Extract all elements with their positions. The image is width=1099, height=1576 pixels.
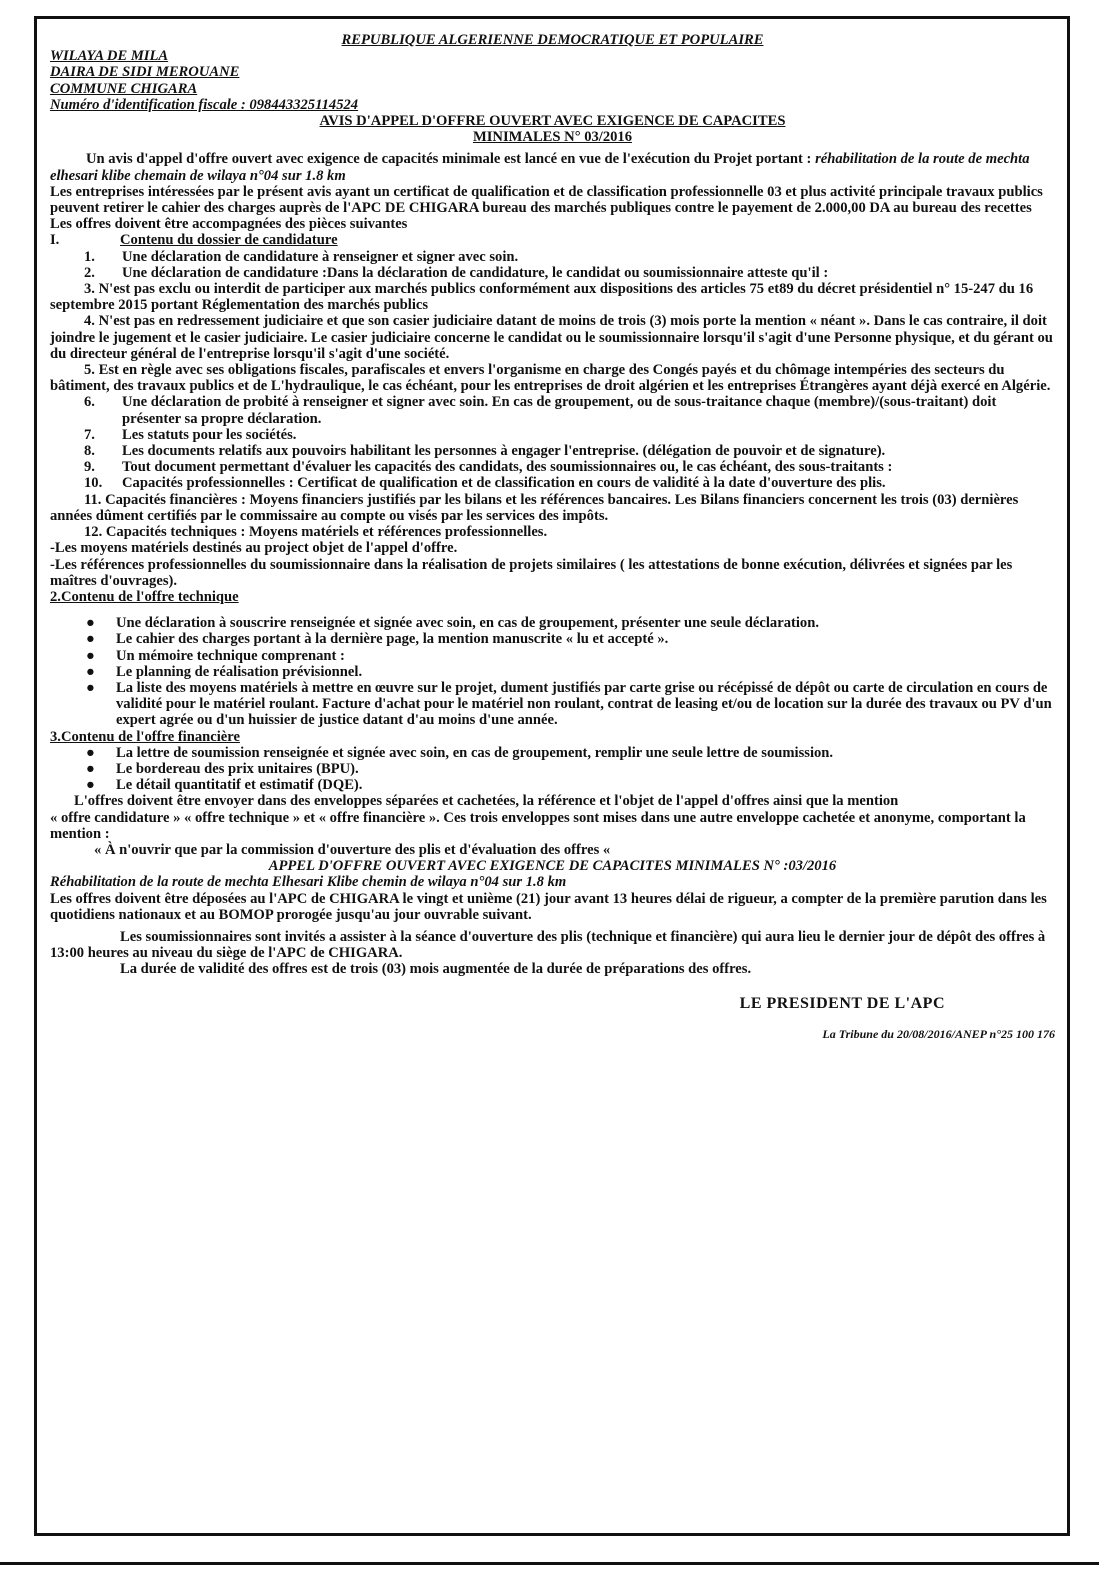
bullet-icon: ● [86, 744, 95, 761]
bullet-text: Le détail quantitatif et estimatif (DQE). [116, 777, 363, 794]
list-item [50, 648, 1055, 664]
notice-number: MINIMALES N° 03/2016 [472, 129, 633, 146]
section1-title: Contenu du dossier de candidature [120, 232, 338, 249]
list-item [50, 745, 1055, 761]
item-5: 5. Est en règle avec ses obligations fiscales, parafiscales et envers l'organisme en charge des Congés payés et du chômage intempéries des secteurs du bâtiment, des travaux publics et de L'hydraulique, le cas échéant, pour les entreprises de droit algérien et les entreprises Étrangères ayant déjà exercé en Algérie. [50, 362, 1051, 395]
closing-mentions: « offre candidature » « offre technique » et « offre financière ». Ces trois enveloppes sont mises dans une autre enveloppe cachetée et anonyme, comportant la mention : [50, 809, 1026, 842]
commune: COMMUNE CHIGARA [50, 80, 198, 97]
list-item [50, 249, 1055, 265]
item-number: 1. [84, 248, 95, 265]
item-number: 2. [84, 264, 95, 281]
bullet-text: Le planning de réalisation prévisionnel. [116, 663, 363, 680]
closing-deposit: Les offres doivent être déposées au l'APC de CHIGARA le vingt et unième (21) jour avant 13 heures délai de rigueur, a compter de la première parution dans les quotidiens nationaux et au BOMOP prorogée jusqu'au jour ouvrable suivant. [50, 890, 1047, 923]
item-number: 9. [84, 459, 95, 476]
list-item [50, 615, 1055, 631]
list-item [50, 265, 1055, 281]
item-text: Une déclaration de probité à renseigner et signer avec soin. En cas de groupement, ou de sous-traitance chaque (membre)/(sous-traitant) doit présenter sa propre déclaration. [122, 394, 997, 427]
item-12-b: -Les références professionnelles du soumissionnaire dans la réalisation de projets similaires ( les attestations de bonne exécution, délivrées et signées par les maîtres d'ouvrages). [50, 556, 1013, 589]
signature: LE PRESIDENT DE L'APC [739, 994, 945, 1012]
item-12-a: -Les moyens matériels destinés au project objet de l'appel d'offre. [50, 540, 458, 557]
project-title: réhabilitation de la route de mechta elhesari klibe chemain de wilaya n°04 sur 1.8 km [50, 151, 1030, 184]
section1-heading [50, 232, 1055, 248]
item-11: 11. Capacités financières : Moyens financiers justifiés par les bilans et les références bancaires. Les Bilans financiers concernent les trois (03) dernières années dûment certifiés par le commissaire au compte ou visés par les services des impôts. [50, 491, 1019, 524]
item-number: 10. [84, 475, 103, 492]
eligibility-paragraph: Les entreprises intéressées par le présent avis ayant un certificat de qualification et de classification professionnelle 03 et plus activité principale travaux publics peuvent retirer le cahier des charges auprès de l'APC DE CHIGARA bureau des marchés publiques contre le payement de 2.000,00 DA au bureau des recettes [50, 183, 1043, 217]
bullet-text: Une déclaration à souscrire renseignée et signée avec soin, en cas de groupement, présenter une seule déclaration. [116, 615, 819, 632]
closing-tender-ref: APPEL D'OFFRE OUVERT AVEC EXIGENCE DE CAPACITES MINIMALES N° :03/2016 [268, 858, 837, 875]
bullet-icon: ● [86, 777, 95, 794]
bottom-rule [0, 1562, 1099, 1565]
list-item [50, 664, 1055, 680]
item-text: Une déclaration de candidature :Dans la déclaration de candidature, le candidat ou soumissionnaire atteste qu'il : [122, 264, 829, 281]
bullet-icon: ● [86, 663, 95, 680]
bullet-text: Le bordereau des prix unitaires (BPU). [116, 760, 359, 777]
bullet-icon: ● [86, 760, 95, 777]
intro-paragraph [50, 151, 1055, 183]
closing-opening: Les soumissionnaires sont invités a assister à la séance d'ouverture des plis (technique et financière) qui aura lieu le dernier jour de dépôt des offres à 13:00 heures au niveau du siège de l'APC de CHIGARA. [50, 928, 1046, 962]
bullet-text: Le cahier des charges portant à la dernière page, la mention manuscrite « lu et accepté ». [116, 631, 669, 648]
bullet-icon: ● [86, 679, 95, 696]
closing-validity: La durée de validité des offres est de trois (03) mois augmentée de la durée de préparations des offres. [120, 961, 752, 978]
closing-do-not-open: « À n'ouvrir que par la commission d'ouverture des plis et d'évaluation des offres « [94, 841, 611, 858]
item-number: 6. [84, 394, 95, 411]
closing-project: Réhabilitation de la route de mechta Elhesari Klibe chemin de wilaya n°04 sur 1.8 km [50, 874, 567, 891]
list-item [50, 459, 1055, 475]
list-item [50, 631, 1055, 647]
notice-content [50, 32, 1055, 1042]
source-reference: La Tribune du 20/08/2016/ANEP n°25 100 176 [822, 1026, 1055, 1041]
item-text: Tout document permettant d'évaluer les capacités des candidats, des soumissionnaires ou, le cas échéant, des sous-traitants : [122, 459, 893, 476]
list-item [50, 680, 1055, 729]
list-item [50, 394, 1055, 426]
intro-text: Un avis d'appel d'offre ouvert avec exigence de capacités minimale est lancé en vue de l'exécution du Projet portant : [86, 151, 812, 168]
daira: DAIRA DE SIDI MEROUANE [50, 64, 240, 81]
bullet-text: La lettre de soumission renseignée et signée avec soin, en cas de groupement, remplir une seule lettre de soumission. [116, 744, 834, 761]
nif: Numéro d'identification fiscale : 098443325114524 [50, 96, 359, 113]
item-4: 4. N'est pas en redressement judiciaire et que son casier judiciaire datant de moins de trois (3) mois porte la mention « néant ». Dans le cas contraire, il doit joindre le jugement et le casier judiciaire. Le casier judiciaire concerne le candidat ou le soumissionnaire lorsqu'il s'agit d'une Personne physique, et du gérant ou du directeur général de l'entreprise lorsqu'il s'agit d'une société. [50, 313, 1053, 362]
item-12: 12. Capacités techniques : Moyens matériels et références professionnelles. [84, 524, 548, 541]
bullet-text: La liste des moyens matériels à mettre en œuvre sur le projet, dument justifiés par carte grise ou récépissé de dépôt ou carte de circulation en cours de validité pour le matériel roulant. Facture d'achat pour le matériel non roulant, contrat de leasing et/ou de location sur la durée des travaux ou PV d'un expert agrée ou d'un huissier de justice datant d'au moins d'une année. [116, 679, 1052, 729]
bullet-icon: ● [86, 647, 95, 664]
wilaya: WILAYA DE MILA [50, 48, 169, 65]
section2-title: 2.Contenu de l'offre technique [50, 588, 239, 605]
list-item [50, 475, 1055, 491]
list-item [50, 443, 1055, 459]
item-text: Les documents relatifs aux pouvoirs habilitant les personnes à engager l'entreprise. (délégation de pouvoir et de signature). [122, 443, 886, 460]
bullet-icon: ● [86, 615, 95, 632]
item-number: 8. [84, 443, 95, 460]
item-text: Une déclaration de candidature à renseigner et signer avec soin. [122, 248, 519, 265]
closing-envelopes: L'offres doivent être envoyer dans des enveloppes séparées et cachetées, la référence et l'objet de l'appel d'offres ainsi que la mention [74, 793, 899, 810]
bullet-icon: ● [86, 631, 95, 648]
item-number: 7. [84, 426, 95, 443]
item-3: 3. N'est pas exclu ou interdit de participer aux marchés publics conformément aux dispositions des articles 75 et89 du décret présidentiel n° 15-247 du 16 septembre 2015 portant Réglementation des marchés publics [50, 281, 1034, 314]
pieces-intro: Les offres doivent être accompagnées des pièces suivantes [50, 216, 408, 233]
republic-title: REPUBLIQUE ALGERIENNE DEMOCRATIQUE ET POPULAIRE [341, 32, 764, 48]
section1-number: I. [50, 232, 60, 249]
list-item [50, 427, 1055, 443]
bullet-text: Un mémoire technique comprenant : [116, 647, 345, 664]
section3-title: 3.Contenu de l'offre financière [50, 728, 240, 745]
notice-title: AVIS D'APPEL D'OFFRE OUVERT AVEC EXIGENCE DE CAPACITES [319, 113, 786, 130]
list-item [50, 777, 1055, 793]
item-text: Les statuts pour les sociétés. [122, 426, 297, 443]
item-text: Capacités professionnelles : Certificat de qualification et de classification en cours de validité à la date d'ouverture des plis. [122, 475, 886, 492]
list-item [50, 761, 1055, 777]
